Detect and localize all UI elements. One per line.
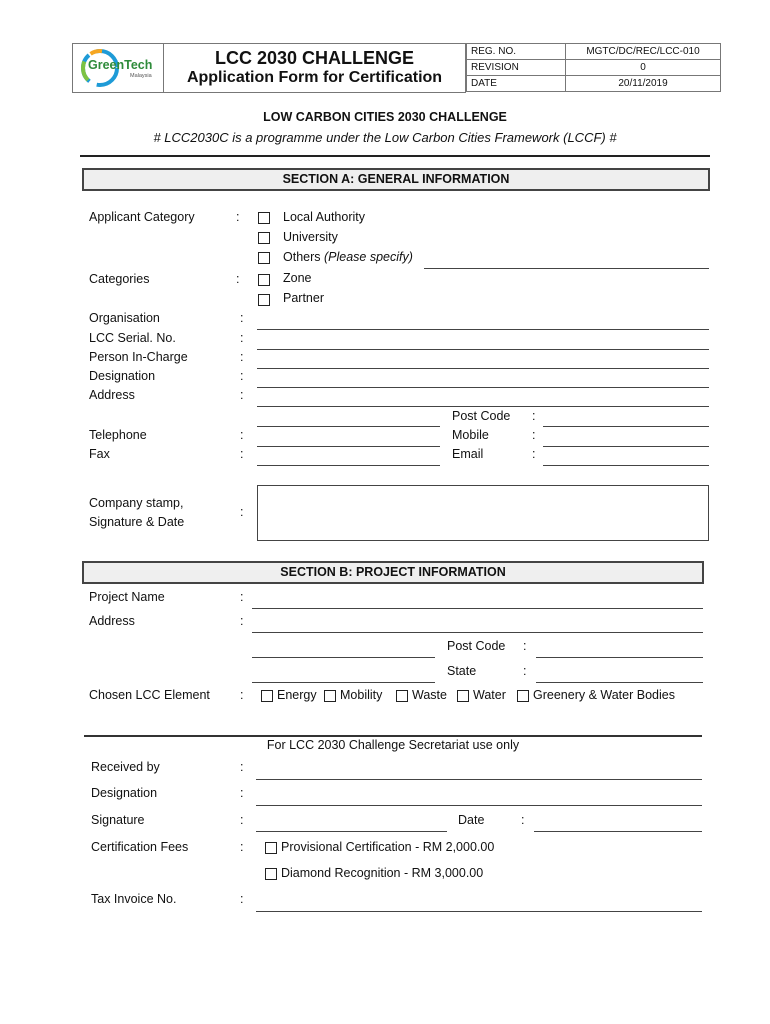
checkbox-mobility[interactable]	[324, 690, 336, 702]
meta-value: 20/11/2019	[566, 76, 721, 92]
colon: :	[521, 813, 525, 827]
organisation-label: Organisation	[89, 311, 160, 325]
serial-field[interactable]	[257, 349, 709, 350]
checkbox-others[interactable]	[258, 252, 270, 264]
section-a-header: SECTION A: GENERAL INFORMATION	[82, 168, 710, 191]
colon: :	[240, 760, 244, 774]
option-others-label: Others	[283, 250, 321, 264]
received-by-field[interactable]	[256, 779, 702, 780]
meta-table	[466, 43, 721, 92]
option-mobility: Mobility	[340, 688, 383, 702]
address-field-2[interactable]	[257, 426, 440, 427]
colon: :	[240, 505, 244, 519]
stamp-label-line1: Company stamp,	[89, 496, 184, 510]
telephone-field[interactable]	[257, 446, 440, 447]
option-energy: Energy	[277, 688, 317, 702]
option-provisional: Provisional Certification - RM 2,000.00	[281, 840, 495, 854]
mobile-field[interactable]	[543, 446, 709, 447]
secretariat-rule	[84, 735, 702, 737]
colon: :	[240, 331, 244, 345]
stamp-box[interactable]	[257, 485, 709, 541]
fax-label: Fax	[89, 447, 110, 461]
colon: :	[240, 892, 244, 906]
postcode-label: Post Code	[452, 409, 511, 423]
colon: :	[240, 688, 244, 702]
checkbox-diamond[interactable]	[265, 868, 277, 880]
project-state-label: State	[447, 664, 477, 678]
project-state-field[interactable]	[536, 682, 703, 683]
email-field[interactable]	[543, 465, 709, 466]
logo	[78, 46, 160, 90]
colon: :	[532, 428, 536, 442]
option-university: University	[283, 230, 338, 244]
checkbox-waste[interactable]	[396, 690, 408, 702]
colon: :	[240, 388, 244, 402]
postcode-field[interactable]	[543, 426, 709, 427]
colon: :	[240, 428, 244, 442]
colon: :	[532, 447, 536, 461]
logo-sub-text: Malaysia	[130, 73, 152, 79]
colon: :	[236, 272, 240, 286]
meta-row	[467, 44, 721, 60]
chosen-element-label: Chosen LCC Element	[89, 688, 210, 702]
telephone-label: Telephone	[89, 428, 147, 442]
serial-label: LCC Serial. No.	[89, 331, 176, 345]
colon: :	[240, 447, 244, 461]
option-others-note: (Please specify)	[324, 250, 413, 264]
option-greenery: Greenery & Water Bodies	[533, 688, 675, 702]
project-address-field-2[interactable]	[252, 657, 435, 658]
signature-label: Signature	[91, 813, 145, 827]
colon: :	[240, 813, 244, 827]
intro-subtitle: # LCC2030C is a programme under the Low Carbon Cities Framework (LCCF) #	[153, 130, 617, 145]
mobile-label: Mobile	[452, 428, 489, 442]
form-title-line1: LCC 2030 CHALLENGE	[214, 48, 415, 68]
project-address-field-3[interactable]	[252, 682, 435, 683]
project-name-field[interactable]	[252, 608, 703, 609]
address-label: Address	[89, 388, 135, 402]
stamp-label-line2: Signature & Date	[89, 515, 185, 529]
intro-heading: LOW CARBON CITIES 2030 CHALLENGE	[263, 110, 507, 124]
intro-rule	[80, 155, 710, 157]
meta-row	[467, 60, 721, 76]
option-diamond: Diamond Recognition - RM 3,000.00	[281, 866, 484, 880]
colon: :	[240, 614, 244, 628]
meta-value: 0	[566, 60, 721, 76]
sec-date-field[interactable]	[534, 831, 702, 832]
project-address-label: Address	[89, 614, 135, 628]
project-postcode-label: Post Code	[447, 639, 506, 653]
option-local-authority: Local Authority	[283, 210, 365, 224]
sec-date-label: Date	[458, 813, 485, 827]
project-postcode-field[interactable]	[536, 657, 703, 658]
meta-label: REVISION	[467, 60, 566, 76]
option-zone: Zone	[283, 271, 312, 285]
project-address-field-1[interactable]	[252, 632, 703, 633]
checkbox-greenery[interactable]	[517, 690, 529, 702]
form-title-line2: Application Form for Certification	[186, 69, 443, 86]
project-name-label: Project Name	[89, 590, 165, 604]
person-field[interactable]	[257, 368, 709, 369]
checkbox-local-authority[interactable]	[258, 212, 270, 224]
meta-row	[467, 76, 721, 92]
others-specify-field[interactable]	[424, 268, 709, 269]
colon: :	[523, 664, 527, 678]
checkbox-provisional[interactable]	[265, 842, 277, 854]
colon: :	[240, 590, 244, 604]
checkbox-water[interactable]	[457, 690, 469, 702]
colon: :	[236, 210, 240, 224]
meta-label: REG. NO.	[467, 44, 566, 60]
sec-designation-label: Designation	[91, 786, 158, 800]
option-others	[283, 250, 413, 264]
meta-value: MGTC/DC/REC/LCC-010	[566, 44, 721, 60]
categories-label: Categories	[89, 272, 150, 286]
logo-main-text: GreenTech	[88, 58, 153, 72]
organisation-field[interactable]	[257, 329, 709, 330]
email-label: Email	[452, 447, 484, 461]
fax-field[interactable]	[257, 465, 440, 466]
invoice-field[interactable]	[256, 911, 702, 912]
colon: :	[240, 311, 244, 325]
designation-field[interactable]	[257, 387, 709, 388]
colon: :	[240, 369, 244, 383]
option-waste: Waste	[412, 688, 447, 702]
option-water: Water	[473, 688, 506, 702]
received-by-label: Received by	[91, 760, 160, 774]
invoice-label: Tax Invoice No.	[91, 892, 177, 906]
signature-field[interactable]	[256, 831, 447, 832]
checkbox-energy[interactable]	[261, 690, 273, 702]
section-b-header: SECTION B: PROJECT INFORMATION	[82, 561, 704, 584]
checkbox-university[interactable]	[258, 232, 270, 244]
colon: :	[240, 786, 244, 800]
secretariat-title: For LCC 2030 Challenge Secretariat use only	[266, 738, 520, 752]
colon: :	[532, 409, 536, 423]
address-field-1[interactable]	[257, 406, 709, 407]
person-label: Person In-Charge	[89, 350, 188, 364]
meta-label: DATE	[467, 76, 566, 92]
sec-designation-field[interactable]	[256, 805, 702, 806]
colon: :	[240, 840, 244, 854]
option-partner: Partner	[283, 291, 324, 305]
fees-label: Certification Fees	[91, 840, 189, 854]
checkbox-partner[interactable]	[258, 294, 270, 306]
colon: :	[523, 639, 527, 653]
designation-label: Designation	[89, 369, 156, 383]
applicant-category-label: Applicant Category	[89, 210, 195, 224]
colon: :	[240, 350, 244, 364]
checkbox-zone[interactable]	[258, 274, 270, 286]
